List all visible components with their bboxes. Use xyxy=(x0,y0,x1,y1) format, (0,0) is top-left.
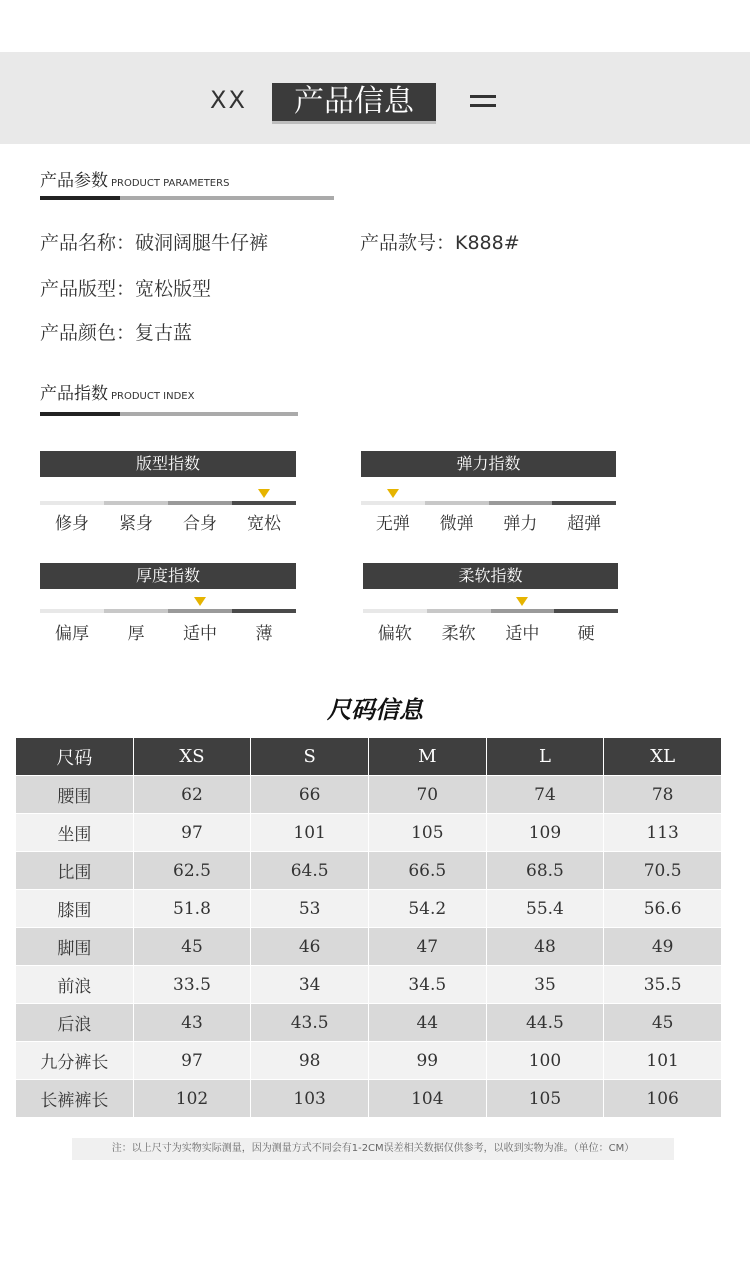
measurement-value: 68.5 xyxy=(486,852,604,890)
measurement-label: 腰围 xyxy=(16,776,134,814)
index-softness-option: 柔软 xyxy=(441,624,476,644)
measurement-value: 78 xyxy=(604,776,722,814)
index-heading xyxy=(40,379,194,404)
header-prefix: XX xyxy=(210,86,247,114)
table-row xyxy=(16,852,722,890)
param-color: 产品颜色：复古蓝 xyxy=(40,322,193,344)
measurement-label: 九分裤长 xyxy=(16,1042,134,1080)
index-fit-title: 版型指数 xyxy=(40,451,296,477)
param-name: 产品名称：破洞阔腿牛仔裤 xyxy=(40,232,269,254)
selected-marker-icon xyxy=(194,597,206,606)
page-title: 产品信息 xyxy=(272,83,436,124)
measurement-value: 54.2 xyxy=(368,890,486,928)
measurement-label: 脚围 xyxy=(16,928,134,966)
measurement-value: 66.5 xyxy=(368,852,486,890)
measurement-value: 102 xyxy=(133,1080,251,1118)
measurement-value: 48 xyxy=(486,928,604,966)
measurement-value: 49 xyxy=(604,928,722,966)
measurement-value: 51.8 xyxy=(133,890,251,928)
params-heading xyxy=(40,166,229,191)
selected-marker-icon xyxy=(516,597,528,606)
size-note: 注：以上尺寸为实物实际测量，因为测量方式不同会有1-2CM误差相关数据仅供参考，以收到实物为准。（单位：CM） xyxy=(72,1138,674,1160)
index-softness-option: 硬 xyxy=(577,624,595,644)
measurement-value: 55.4 xyxy=(486,890,604,928)
measurement-value: 98 xyxy=(251,1042,369,1080)
index-softness-title: 柔软指数 xyxy=(363,563,618,589)
index-fit-option: 合身 xyxy=(183,514,217,534)
size-header-cell: 尺码 xyxy=(16,738,134,776)
measurement-value: 56.6 xyxy=(604,890,722,928)
measurement-value: 74 xyxy=(486,776,604,814)
measurement-value: 46 xyxy=(251,928,369,966)
params-heading-zh: 产品参数 xyxy=(40,171,108,191)
measurement-value: 35.5 xyxy=(604,966,722,1004)
index-elasticity-option: 弹力 xyxy=(503,514,538,534)
index-thickness-option: 偏厚 xyxy=(55,624,89,644)
index-fit-option: 修身 xyxy=(55,514,89,534)
param-code: 产品款号：K888# xyxy=(360,232,520,254)
index-elasticity-title: 弹力指数 xyxy=(361,451,616,477)
table-row xyxy=(16,776,722,814)
index-fit-option: 宽松 xyxy=(247,514,281,534)
size-table-header xyxy=(16,738,722,776)
measurement-value: 113 xyxy=(604,814,722,852)
size-header-cell: M xyxy=(368,738,486,776)
index-softness-scale xyxy=(363,609,618,613)
measurement-value: 103 xyxy=(251,1080,369,1118)
table-row xyxy=(16,814,722,852)
measurement-value: 100 xyxy=(486,1042,604,1080)
index-elasticity-scale xyxy=(361,501,616,505)
measurement-value: 44.5 xyxy=(486,1004,604,1042)
measurement-label: 后浪 xyxy=(16,1004,134,1042)
measurement-value: 53 xyxy=(251,890,369,928)
index-thickness-option: 厚 xyxy=(127,624,145,644)
table-row xyxy=(16,966,722,1004)
measurement-label: 长裤裤长 xyxy=(16,1080,134,1118)
size-title: 尺码信息 xyxy=(327,696,423,724)
table-row xyxy=(16,1004,722,1042)
measurement-label: 比围 xyxy=(16,852,134,890)
measurement-value: 105 xyxy=(368,814,486,852)
measurement-value: 43 xyxy=(133,1004,251,1042)
params-heading-en: PRODUCT PARAMETERS xyxy=(111,178,230,189)
index-elasticity-option: 无弹 xyxy=(375,514,410,534)
index-heading-en: PRODUCT INDEX xyxy=(111,391,195,402)
params-heading-bar xyxy=(40,196,334,200)
size-header-cell: L xyxy=(486,738,604,776)
measurement-value: 104 xyxy=(368,1080,486,1118)
index-fit-option: 紧身 xyxy=(119,514,153,534)
measurement-value: 97 xyxy=(133,1042,251,1080)
param-fit: 产品版型：宽松版型 xyxy=(40,278,212,300)
measurement-value: 64.5 xyxy=(251,852,369,890)
index-heading-bar xyxy=(40,412,298,416)
measurement-label: 前浪 xyxy=(16,966,134,1004)
measurement-value: 45 xyxy=(133,928,251,966)
index-thickness-title: 厚度指数 xyxy=(40,563,296,589)
measurement-value: 66 xyxy=(251,776,369,814)
table-row xyxy=(16,890,722,928)
measurement-value: 34 xyxy=(251,966,369,1004)
index-thickness-scale xyxy=(40,609,296,613)
measurement-value: 45 xyxy=(604,1004,722,1042)
measurement-value: 43.5 xyxy=(251,1004,369,1042)
measurement-value: 44 xyxy=(368,1004,486,1042)
size-header-cell: XS xyxy=(133,738,251,776)
measurement-value: 70 xyxy=(368,776,486,814)
equals-icon xyxy=(470,95,496,109)
measurement-value: 35 xyxy=(486,966,604,1004)
table-row xyxy=(16,1080,722,1118)
measurement-value: 33.5 xyxy=(133,966,251,1004)
index-fit-scale xyxy=(40,501,296,505)
measurement-value: 101 xyxy=(251,814,369,852)
index-elasticity-option: 超弹 xyxy=(567,514,602,534)
size-table xyxy=(15,737,722,1118)
index-softness xyxy=(363,563,618,644)
index-thickness xyxy=(40,563,296,644)
index-fit xyxy=(40,451,296,534)
selected-marker-icon xyxy=(387,489,399,498)
index-softness-option: 偏软 xyxy=(377,624,412,644)
measurement-value: 106 xyxy=(604,1080,722,1118)
size-header-cell: S xyxy=(251,738,369,776)
table-row xyxy=(16,928,722,966)
index-softness-option: 适中 xyxy=(505,624,540,644)
index-heading-zh: 产品指数 xyxy=(40,384,108,404)
measurement-value: 97 xyxy=(133,814,251,852)
measurement-label: 坐围 xyxy=(16,814,134,852)
measurement-value: 109 xyxy=(486,814,604,852)
measurement-value: 101 xyxy=(604,1042,722,1080)
measurement-value: 70.5 xyxy=(604,852,722,890)
measurement-value: 62.5 xyxy=(133,852,251,890)
measurement-value: 47 xyxy=(368,928,486,966)
table-row xyxy=(16,1042,722,1080)
selected-marker-icon xyxy=(258,489,270,498)
index-elasticity xyxy=(361,451,616,534)
measurement-value: 62 xyxy=(133,776,251,814)
measurement-value: 34.5 xyxy=(368,966,486,1004)
index-elasticity-option: 微弹 xyxy=(439,514,474,534)
measurement-value: 99 xyxy=(368,1042,486,1080)
size-header-cell: XL xyxy=(604,738,722,776)
measurement-value: 105 xyxy=(486,1080,604,1118)
measurement-label: 膝围 xyxy=(16,890,134,928)
index-thickness-option: 适中 xyxy=(183,624,217,644)
index-thickness-option: 薄 xyxy=(255,624,273,644)
